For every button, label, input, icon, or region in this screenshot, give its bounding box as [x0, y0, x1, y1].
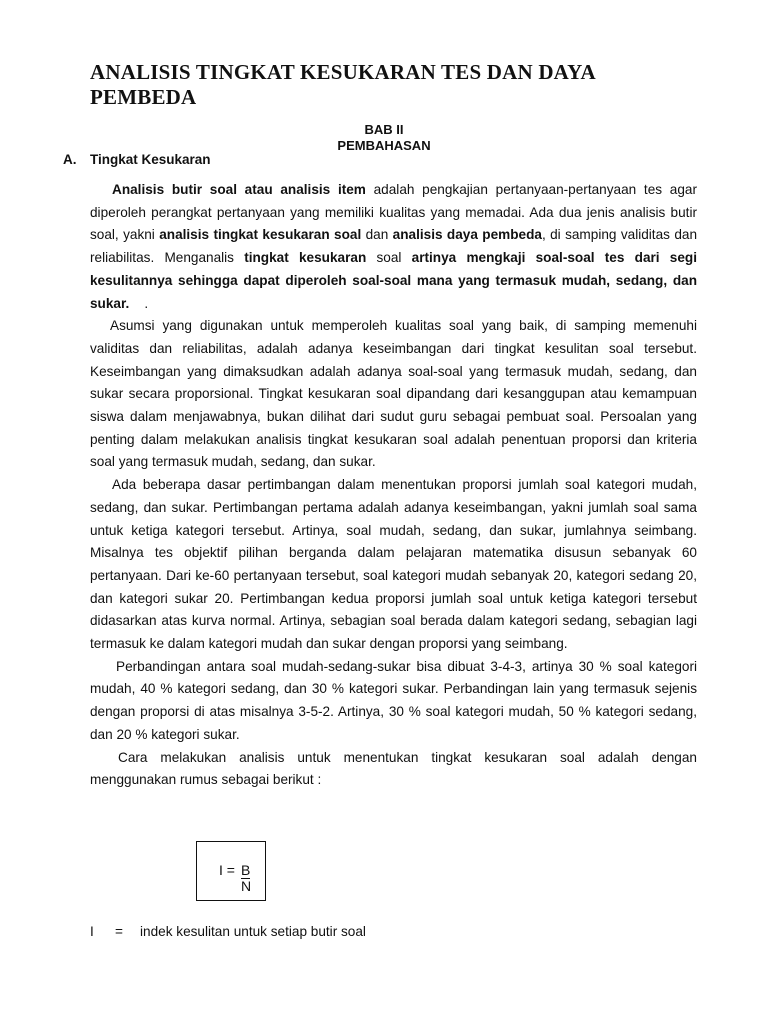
bold-phrase: analisis daya pembeda [392, 227, 542, 243]
paragraph-3: Ada beberapa dasar pertimbangan dalam menentukan proporsi jumlah soal kategori mudah, sedang, dan sukar. Pertimbangan pertama adalah adanya keseimbangan, yakni jumlah soal sama untuk ketiga kategori tersebut. Artinya, soal mudah, sedang, dan sukar, jumlahnya seimbang. Misalnya tes objektif pilihan berganda dalam pelajaran matematika disusun sebanyak 60 pertanyaan. Dari ke-60 pertanyaan tersebut, soal kategori mudah sebanyak 20, kategori sedang 20, dan kategori sukar 20. Pertimbangan kedua proporsi jumlah soal untuk ketiga kategori tersebut didasarkan atas kurva normal. Artinya, sebagian soal berada dalam kategori sedang, sebagian lagi termasuk ke dalam kategori mudah dan sukar dengan proporsi yang seimbang. [90, 477, 697, 652]
body-paragraphs [90, 179, 697, 792]
bold-phrase: tingkat kesukaran [244, 250, 367, 266]
legend-description: indek kesulitan untuk setiap butir soal [140, 924, 366, 939]
section-heading [63, 151, 211, 168]
legend-equals: = [115, 924, 123, 939]
bold-phrase: Analisis butir soal atau analisis item [112, 182, 366, 197]
text-run: , di samping validitas dan reliabilitas. Menganalis [90, 227, 698, 266]
paragraph-5: Cara melakukan analisis untuk menentukan tingkat kesukaran soal adalah dengan menggunakan rumus sebagai berikut : [90, 749, 697, 788]
chapter-subtitle: PEMBAHASAN [337, 138, 431, 153]
section-title: Tingkat Kesukaran [90, 152, 211, 167]
section-number: A. [63, 152, 77, 167]
bold-phrase: artinya mengkaji soal-soal tes dari segi kesulitannya sehingga dapat diperoleh soal-soal mana yang termasuk mudah, sedang, dan sukar. [90, 250, 698, 311]
formula-denominator: N [241, 878, 252, 894]
document-title: ANALISIS TINGKAT KESUKARAN TES DAN DAYA PEMBEDA [90, 60, 595, 109]
bold-phrase: analisis tingkat kesukaran soal [159, 227, 362, 243]
chapter-label: BAB II [364, 122, 404, 137]
formula-numerator: B [241, 862, 251, 878]
paragraph-2: Asumsi yang digunakan untuk memperoleh kualitas soal yang baik, di samping memenuhi validitas dan reliabilitas, adalah adanya keseimbangan dari tingkat kesulitan soal tersebut. Keseimbangan yang dimaksudkan adalah adanya soal-soal yang termasuk mudah, sedang, dan sukar secara proporsional. Tingkat kesukaran soal dipandang dari kesanggupan atau kemampuan siswa dalam menjawabnya, bukan dilihat dari sudut guru sebagai pembuat soal. Persoalan yang penting dalam melakukan analisis tingkat kesukaran soal adalah penentuan proporsi dan kriteria soal yang termasuk mudah, sedang, dan sukar. [90, 318, 697, 470]
text-run: adalah pengkajian pertanyaan-pertanyaan tes agar diperoleh perangkat pertanyaan yang memiliki kualitas yang memadai. Ada dua jenis analisis butir soal, yakni [90, 182, 697, 243]
legend-symbol: I [90, 924, 94, 939]
paragraph-1 [90, 179, 697, 315]
formula-lhs: I = [219, 862, 235, 878]
text-run: . [129, 295, 149, 311]
formula-box [196, 841, 266, 901]
paragraph-4: Perbandingan antara soal mudah-sedang-sukar bisa dibuat 3-4-3, artinya 30 % soal kategori mudah, 40 % kategori sedang, dan 30 % kategori sukar. Perbandingan lain yang termasuk sejenis dengan proporsi di atas misalnya 3-5-2. Artinya, 30 % soal kategori mudah, 50 % kategori sedang, dan 20 % kategori sukar. [90, 658, 697, 742]
text-run: soal [366, 250, 412, 266]
text-run: dan [361, 227, 393, 243]
